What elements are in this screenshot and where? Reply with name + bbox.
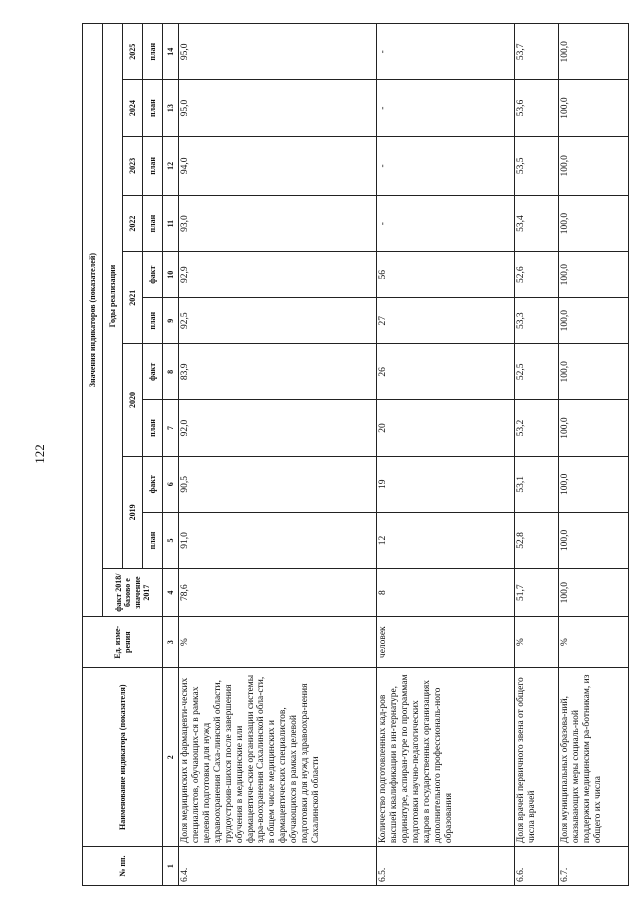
value-cell: 27 [377,298,515,344]
col-number: 7 [163,400,179,456]
header-years-group: Годы реализации [103,24,123,569]
value-cell: 95,0 [179,24,377,80]
value-cell: 92,0 [179,400,377,456]
value-cell: 53,3 [515,298,559,344]
col-number: 5 [163,512,179,568]
value-cell: 100,0 [559,24,629,80]
value-cell: 100,0 [559,136,629,195]
table-row [377,24,515,886]
col-number: 8 [163,344,179,400]
value-cell: 53,6 [515,80,559,136]
value-cell: 95,0 [179,80,377,136]
header-year-2025: 2025 [123,24,143,80]
col-number: 2 [163,668,179,847]
header-year-2019: 2019 [123,456,143,568]
header-plan-2024: план [143,80,163,136]
value-cell: 100,0 [559,80,629,136]
col-number: 10 [163,252,179,298]
row-num: 6.6. [515,847,559,886]
value-cell: 52,5 [515,344,559,400]
col-number: 9 [163,298,179,344]
col-number: 1 [163,847,179,886]
column-numbers-row [163,24,179,886]
value-cell: 53,2 [515,400,559,456]
table-row [515,24,559,886]
header-year-2020: 2020 [123,344,143,456]
value-cell: 100,0 [559,512,629,568]
value-cell: 90,5 [179,456,377,512]
row-num: 6.5. [377,847,515,886]
value-cell: - [377,80,515,136]
table-row [179,24,377,886]
table-row [559,24,629,886]
value-cell: - [377,24,515,80]
value-cell: 53,1 [515,456,559,512]
header-base: факт 2018/базово е значение 2017 [103,569,163,617]
value-cell: 100,0 [559,344,629,400]
row-unit: % [515,617,559,668]
value-cell: - [377,136,515,195]
value-cell: 8 [377,569,515,617]
col-number: 14 [163,24,179,80]
col-number: 11 [163,196,179,252]
row-name: Доля муниципальных образова-ний, оказывающих меры социаль-ной поддержки медицинским ра-ботникам, из общего их числа [559,668,629,847]
value-cell: 100,0 [559,569,629,617]
row-unit: человек [377,617,515,668]
value-cell: 100,0 [559,252,629,298]
value-cell: 52,8 [515,512,559,568]
col-number: 6 [163,456,179,512]
value-cell: 51,7 [515,569,559,617]
value-cell: 20 [377,400,515,456]
value-cell: 100,0 [559,456,629,512]
value-cell: 19 [377,456,515,512]
value-cell: 93,0 [179,196,377,252]
header-name: Наименование индикатора (показателя) [83,668,163,847]
header-year-2022: 2022 [123,196,143,252]
header-year-2024: 2024 [123,80,143,136]
value-cell: 94,0 [179,136,377,195]
value-cell: 91,0 [179,512,377,568]
value-cell: 26 [377,344,515,400]
row-name: Количество подготовленных кад-ров высшей квалификации в ин-тернатуре, ординатуре, аспиран-туре по программам подготовки научно-педагогических кадров в государственных организациях дополнительного профессиональ-ного образования [377,668,515,847]
value-cell: 52,6 [515,252,559,298]
value-cell: 92,5 [179,298,377,344]
value-cell: 83,9 [179,344,377,400]
header-values-group: Значения индикаторов (показателей) [83,24,103,617]
row-unit: % [559,617,629,668]
value-cell: 53,4 [515,196,559,252]
col-number: 4 [163,569,179,617]
row-unit: % [179,617,377,668]
row-num: 6.4. [179,847,377,886]
value-cell: 12 [377,512,515,568]
row-num: 6.7. [559,847,629,886]
value-cell: 100,0 [559,400,629,456]
header-plan-2022: план [143,196,163,252]
header-plan-2021: план [143,298,163,344]
value-cell: 56 [377,252,515,298]
value-cell: 53,5 [515,136,559,195]
header-fact-2019: факт [143,456,163,512]
page-number: 122 [32,444,47,464]
header-plan-2020: план [143,400,163,456]
header-fact-2021: факт [143,252,163,298]
header-plan-2023: план [143,136,163,195]
value-cell: 92,9 [179,252,377,298]
header-year-2021: 2021 [123,252,143,344]
header-fact-2020: факт [143,344,163,400]
value-cell: 100,0 [559,196,629,252]
col-number: 13 [163,80,179,136]
header-year-2023: 2023 [123,136,143,195]
value-cell: 53,7 [515,24,559,80]
header-unit: Ед. изме-рения [83,617,163,668]
header-plan-2019: план [143,512,163,568]
indicators-table [82,23,629,886]
row-name: Доля медицинских и фармацевти-ческих специалистов, обучающих-ся в рамках целевой подготовки для нужд здравоохранения Саха-линской области, трудоустроив-шихся после завершения обучения в медицинские или фармацевтиче-ские организации системы здра-воохранения Сахалинской обла-сти, в общем числе медицинских и фармацевтических специалистов, обучающихся в рамках целевой подготовки для нужд здравоохра-нения Сахалинской области [179,668,377,847]
col-number: 3 [163,617,179,668]
value-cell: 78,6 [179,569,377,617]
header-num: № пп. [83,847,163,886]
row-name: Доля врачей первичного звена от общего числа врачей [515,668,559,847]
header-plan-2025: план [143,24,163,80]
value-cell: 100,0 [559,298,629,344]
indicators-table-wrapper [82,23,628,886]
value-cell: - [377,196,515,252]
col-number: 12 [163,136,179,195]
